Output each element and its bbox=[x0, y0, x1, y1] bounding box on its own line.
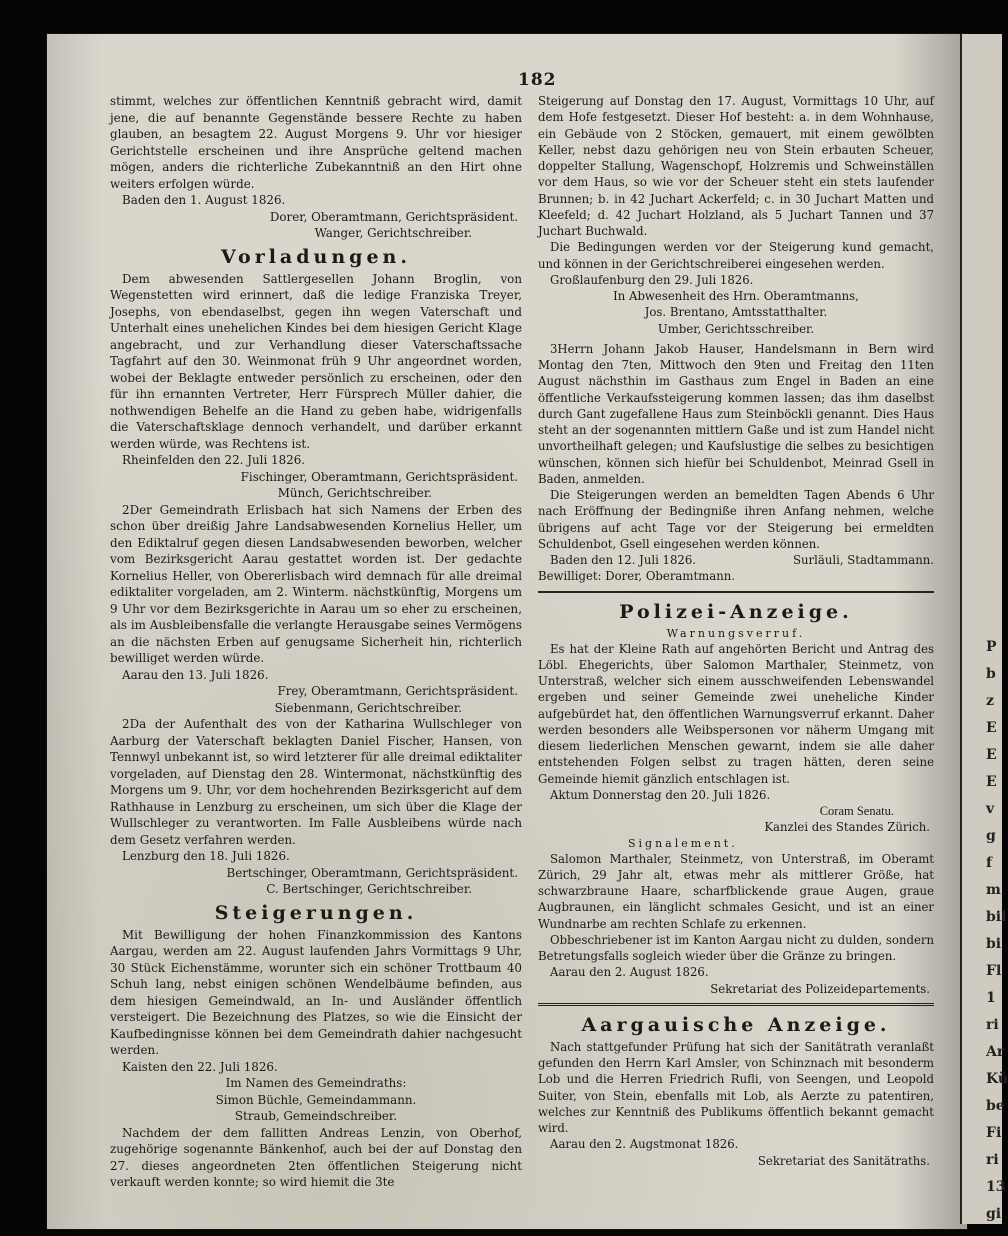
intro-signature-1: Dorer, Oberamtmann, Gerichtspräsident. bbox=[269, 209, 518, 224]
vorladung-1-signature-2: Münch, Gerichtschreiber. bbox=[277, 486, 432, 500]
steigerung-1-signature-1: Im Namen des Gemeindraths: bbox=[225, 1076, 407, 1090]
left-column bbox=[110, 93, 522, 1191]
vorladung-2-signature-1: Frey, Oberamtmann, Gerichtspräsident. bbox=[277, 684, 518, 698]
steigerung-2-continued: Steigerung auf Donstag den 17. August, Vormittags 10 Uhr, auf dem Hofe festgesetzt. Dieser Hof besteht: a. in dem Wohnhause, ein Gebäude von 2 Stöcken, gemauert, mit einem gewölbten Keller, nebst dazu gehörigen neu von Stein erbauten Scheuer, doppelter Stallung, Wagenschopf, Holzremis und Schweinställen vor dem Haus, so wie vor der Scheuer steht ein stets laufender Brunnen; b. in 42 Juchart Ackerfeld; c. in 30 Juchart Matten und Kleefeld; d. 42 Juchart Holzland, als 5 Juchart Tannen und 37 Juchart Buchwald. bbox=[538, 94, 934, 238]
right-column bbox=[538, 93, 934, 1169]
polizei-coram: Coram Senatu. bbox=[819, 804, 894, 818]
polizei-2-date: Aarau den 2. August 1826. bbox=[550, 965, 709, 980]
adjacent-page-fragment: bil bbox=[986, 909, 1007, 925]
adjacent-page-fragment: Fl bbox=[986, 963, 1002, 979]
vorladung-1-signature-1: Fischinger, Oberamtmann, Gerichtspräsident. bbox=[240, 469, 518, 484]
vorladung-3-date: Lenzburg den 18. Juli 1826. bbox=[122, 849, 290, 863]
vorladung-2-signature-2: Siebenmann, Gerichtschreiber. bbox=[274, 700, 462, 715]
polizei-note: Obbeschriebener ist im Kanton Aargau nicht zu dulden, sondern Betretungsfalls sogleich wieder über die Gränze zu bringen. bbox=[538, 932, 934, 963]
vorladung-1-date: Rheinfelden den 22. Juli 1826. bbox=[122, 453, 306, 467]
steigerung-3-text: 3Herrn Johann Jakob Hauser, Handelsmann in Bern wird Montag den 7ten, Mittwoch den 9ten und Freitag den 11ten August nächsthin im Gasthaus zum Engel in Baden an eine öffentliche Verkaufssteigerung kommen lassen; das ihm daselbst durch Gant zugefallene Haus zum Steinböckli genannt. Dies Haus steht an der sogenannten mittlern Gaße und ist zum Handel nicht unvortheilhaft gelegen; und Kaufslustige die selbes zu besichtigen wünschen, können sich hiefür bei Schuldenbot, Meinrad Gsell in Baden, anmelden. bbox=[538, 341, 934, 486]
vorladung-3-signature-2: C. Bertschinger, Gerichtschreiber. bbox=[266, 882, 472, 896]
adjacent-page-fragment: Kü bbox=[986, 1071, 1008, 1087]
adjacent-page-fragment: be bbox=[986, 1098, 1005, 1114]
adjacent-page-fragment: ri bbox=[986, 1152, 999, 1168]
vorladung-2-text: 2Der Gemeindrath Erlisbach hat sich Namens der Erben des schon über dreißig Jahre Landsabwesenden Kornelius Heller, um den Ediktalruf gegen diesen Landsabwesenden beworben, welcher vom Bezirksgericht Aarau gestattet worden ist. Der gedachte Kornelius Heller, von Obererlisbach wird demnach für alle dreimal ediktaliter vorgeladen, am 2. Winterm. nächstkünftig, Morgens um 9 Uhr vor dem Bezirksgerichte in Aarau um so eher zu erscheinen, als im Ausbleibensfalle die verlangte Herausgabe seines Vermögens an die nächsten Erben auf genugsame Sicherheit hin, richterlich bewilliget werden würde. bbox=[110, 502, 522, 665]
adjacent-page-fragment: P bbox=[986, 639, 997, 655]
aargau-date: Aarau den 2. Augstmonat 1826. bbox=[550, 1137, 739, 1152]
steigerung-3-signature: Surläuli, Stadtammann. bbox=[793, 553, 934, 567]
aargau-text: Nach stattgefunder Prüfung hat sich der Sanitätrath veranlaßt gefunden den Herrn Karl Amsler, von Schinznach mit besonderm Lob und die Herren Friedrich Rufli, von Seengen, und Leopold Suiter, von Stein, ebenfalls mit Lob, als Aerzte zu patentiren, welches zur Kenntniß des Publikums öffentlich bekannt gemacht wird. bbox=[538, 1039, 934, 1135]
adjacent-page-fragment: ri bbox=[986, 1017, 999, 1033]
adjacent-page-fragment: E bbox=[986, 720, 997, 736]
section-heading-polizei: Polizei-Anzeige. bbox=[619, 600, 853, 623]
intro-date: Baden den 1. August 1826. bbox=[122, 193, 286, 207]
vorladung-3-signature-1: Bertschinger, Oberamtmann, Gerichtspräsident. bbox=[226, 865, 518, 880]
steigerung-2-conditions: Die Bedingungen werden vor der Steigerung kund gemacht, und können in der Gerichtschreiberei eingesehen werden. bbox=[538, 240, 934, 271]
polizei-text: Es hat der Kleine Rath auf angehörten Bericht und Antrag des Löbl. Ehegerichts, über Salomon Marthaler, Steinmetz, von Unterstraß, welcher sich einem ausschweifenden Lebenswandel ergeben und seiner Gemeinde zwei uneheliche Kinder aufgebürdet hat, den öffentlichen Warnungsverruf erkannt. Daher werden besonders alle Weibspersonen vor näherm Umgang mit diesem liederlichen Menschen gewarnt, indem sie alle daher entstehenden Folgen selbst zu tragen hätten, deren seine Gemeinde hiemit gänzlich entschlagen ist. bbox=[538, 641, 934, 786]
adjacent-page-fragment: v bbox=[986, 801, 995, 817]
steigerung-3-date: Baden den 12. Juli 1826. bbox=[550, 553, 697, 567]
vorladung-2-date: Aarau den 13. Juli 1826. bbox=[122, 667, 269, 682]
intro-text: stimmt, welches zur öffentlichen Kenntniß gebracht wird, damit jene, die auf benannte Gegenstände bessere Rechte zu haben glauben, an besagtem 22. August Morgens 9. Uhr vor hiesiger Gerichtstelle erscheinen und ihre Ansprüche geltend machen mögen, anders die richterliche Zubekanntniß an den Hirt ohne weiters erfolgen würde. bbox=[110, 94, 522, 191]
adjacent-page-fragment: 1 bbox=[986, 990, 996, 1006]
section-heading-aargau: Aargauische Anzeige. bbox=[581, 1013, 891, 1036]
steigerung-1-text: Mit Bewilligung der hohen Finanzkommission des Kantons Aargau, werden am 22. August laufenden Jahrs Vormittags 9 Uhr, 30 Stück Eichenstämme, worunter sich ein schöner Trottbaum 40 Schuh lang, nebst einigen schönen Wendelbäume befinden, aus dem hiesigen Gemeindwald, an In- und Ausländer öffentlich versteigert. Die Bezeichnung des Platzes, so wie die Einsicht der Kaufbedingnisse können bei dem Gemeindrath dahier nachgesucht werden. bbox=[110, 927, 522, 1057]
steigerung-2-text: Nachdem der dem fallitten Andreas Lenzin, von Oberhof, zugehörige sogenannte Bänkenhof, auch bei der auf Donstag den 27. dieses angeordneten 2ten öffentlichen Steigerung nicht verkauft werden konnte; so wird hiemit die 3te bbox=[110, 1125, 522, 1189]
steigerung-2-signature-1: In Abwesenheit des Hrn. Oberamtmanns, bbox=[613, 289, 859, 303]
adjacent-page-fragment: g bbox=[986, 828, 996, 844]
vorladung-1-text: Dem abwesenden Sattlergesellen Johann Broglin, von Wegenstetten wird erinnert, daß die ledige Franziska Treyer, Josephs, von ebendaselbst, gegen ihn wegen Vaterschaft und Unterhalt eines unehelichen Kindes bei dem hiesigen Gericht Klage angebracht, und zur Verhandlung dieser Vaterschaftssache Tagfahrt auf den 30. Weinmonat früh 9 Uhr angeordnet worden, wobei der Beklagte entweder persönlich zu erscheinen, oder den für ihn ernannten Vertreter, Herr Fürsprech Müller dahier, die nothwendigen Behelfe an die Hand zu geben habe, widrigenfalls die Vaterschaftsklage dennoch verhandelt, und darüber erkannt werden würde, was Rechtens ist. bbox=[110, 271, 522, 451]
adjacent-page-fragment: f bbox=[986, 855, 993, 871]
adjacent-page-fragment: m bbox=[986, 882, 1001, 898]
polizei-signature: Kanzlei des Standes Zürich. bbox=[764, 820, 930, 835]
steigerung-3-date-line bbox=[538, 552, 934, 568]
adjacent-page-fragment: E bbox=[986, 747, 997, 763]
adjacent-page-fragment: bi bbox=[986, 936, 1002, 952]
steigerung-1-signature-2: Simon Büchle, Gemeindammann. bbox=[215, 1092, 417, 1107]
adjacent-page-fragment: Ar bbox=[986, 1044, 1005, 1060]
polizei-date: Aktum Donnerstag den 20. Juli 1826. bbox=[550, 787, 771, 802]
steigerung-2-signature-2: Jos. Brentano, Amtsstatthalter. bbox=[644, 305, 828, 320]
steigerung-3-text-2: Die Steigerungen werden an bemeldten Tagen Abends 6 Uhr nach Eröffnung der Bedingniße ihren Anfang nehmen, welche übrigens auf acht Tage vor der Steigerung bei ermeldten Schuldenbot, Gsell eingesehen werden können. bbox=[538, 488, 934, 551]
polizei-2-signature: Sekretariat des Polizeidepartements. bbox=[710, 981, 930, 996]
section-divider-2 bbox=[538, 1003, 934, 1006]
steigerung-2-date: Großlaufenburg den 29. Juli 1826. bbox=[550, 272, 754, 287]
steigerung-3-approved: Bewilliget: Dorer, Oberamtmann. bbox=[538, 569, 735, 584]
vorladung-3-text: 2Da der Aufenthalt des von der Katharina Wullschleger von Aarburg der Vaterschaft beklagten Daniel Fischer, Hansen, von Tennwyl unbekannt ist, so wird letzterer für alle dreimal ediktaliter vorgeladen, auf Dienstag den 28. Wintermonat, nächstkünftig des Morgens um 9. Uhr, vor dem hochehrenden Bezirksgericht auf dem Rathhause in Lenzburg zu erscheinen, um sich über die Klage der Wullschleger zu verantworten. Im Falle Ausbleibens würde nach dem Gesetz verfahren werden. bbox=[110, 717, 522, 847]
section-divider bbox=[538, 591, 934, 593]
section-heading-steigerungen: Steigerungen. bbox=[214, 901, 418, 924]
polizei-signalement: Salomon Marthaler, Steinmetz, von Unterstraß, im Oberamt Zürich, 29 Jahr alt, etwas mehr als mittlerer Größe, hat schwarzbraune Haare, scharfblickende graue Augen, graue Augbraunen, ein länglicht schmales Gesicht, und ist an einer Wundnarbe am rechten Schlafe zu erkennen. bbox=[538, 851, 934, 931]
steigerung-1-date: Kaisten den 22. Juli 1826. bbox=[122, 1059, 278, 1074]
subheading-signalement: Signalement. bbox=[628, 836, 738, 850]
steigerung-2-signature-3: Umber, Gerichtsschreiber. bbox=[657, 321, 815, 336]
adjacent-page-fragment: E bbox=[986, 774, 997, 790]
adjacent-page-edge bbox=[960, 34, 1008, 1224]
adjacent-page-fragment: 13 bbox=[986, 1179, 1006, 1195]
adjacent-page-fragment: z bbox=[986, 693, 994, 709]
intro-signature-2: Wanger, Gerichtschreiber. bbox=[314, 226, 472, 240]
aargau-signature: Sekretariat des Sanitätraths. bbox=[757, 1153, 930, 1168]
subheading-warnungsverruf: Warnungsverruf. bbox=[666, 626, 806, 640]
adjacent-page-fragment: b bbox=[986, 666, 996, 682]
steigerung-1-signature-3: Straub, Gemeindschreiber. bbox=[234, 1109, 398, 1123]
adjacent-page-fragment: Fi bbox=[986, 1125, 1002, 1141]
section-heading-vorladungen: Vorladungen. bbox=[221, 245, 411, 268]
adjacent-page-fragment: gi bbox=[986, 1206, 1002, 1222]
page-number: 182 bbox=[518, 70, 557, 90]
